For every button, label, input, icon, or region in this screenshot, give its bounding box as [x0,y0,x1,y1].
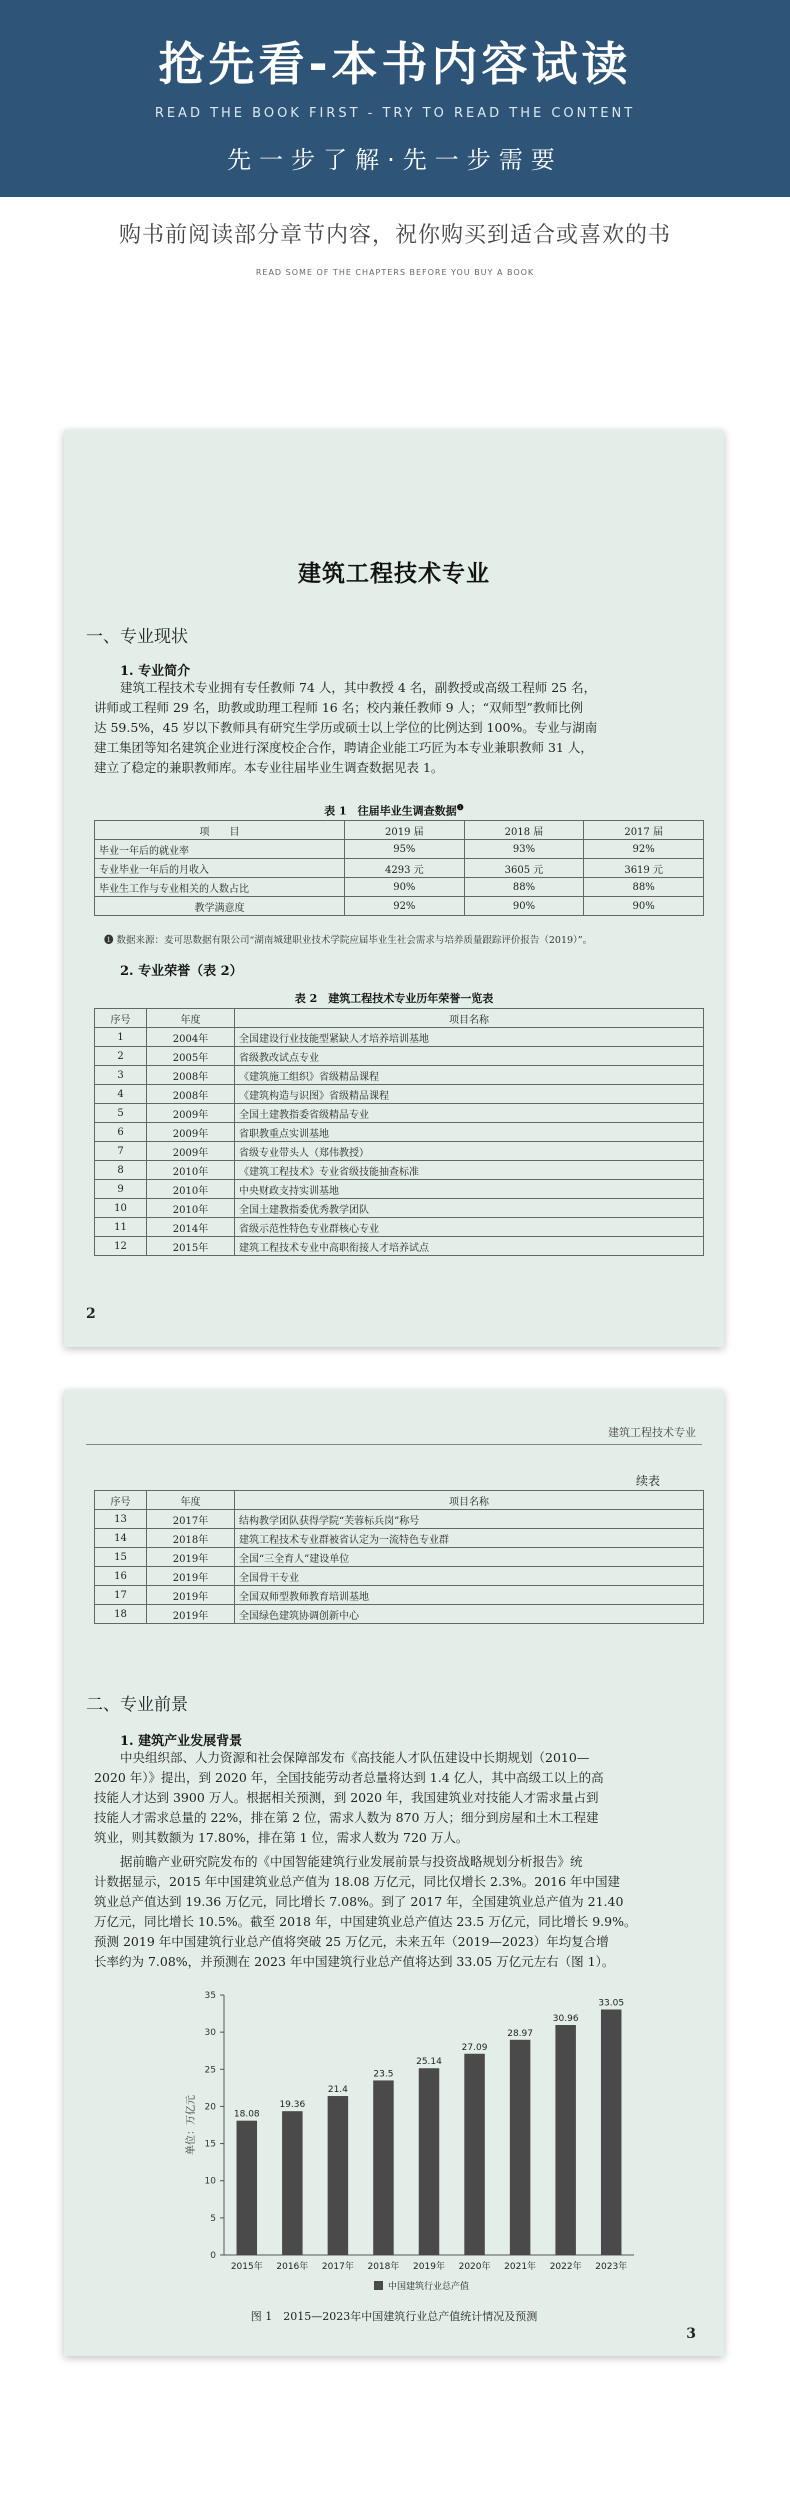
table-cell: 全国双师型教师教育培训基地 [235,1586,704,1605]
table2-caption: 表 2 建筑工程技术专业历年荣誉一览表 [294,992,494,1005]
table-header-row [95,821,704,840]
y-tick-label: 30 [204,2028,216,2039]
y-tick-label: 20 [204,2102,216,2113]
table-cell: 2019年 [147,1605,235,1624]
para-line: 2020 年）》提出，到 2020 年，全国技能劳动者总量将达到 1.4 亿人，其中高级工以上的高 [94,1770,604,1785]
table-row [95,1237,704,1256]
x-tick-label: 2019年 [413,2262,445,2272]
bar-value-label: 28.97 [507,2028,533,2039]
table-row [95,1605,704,1624]
y-tick-label: 25 [204,2065,216,2076]
banner-english: READ THE BOOK FIRST - TRY TO READ THE CONTENT [154,106,636,121]
table-cell: 中央财政支持实训基地 [235,1180,704,1199]
table1-footnote: ❶ 数据来源：麦可思数据有限公司“湖南城建职业技术学院应届毕业生社会需求与培养质量跟踪评价报告（2019）”。 [104,935,593,946]
table-row [95,1028,704,1047]
table-cell: 10 [95,1199,147,1218]
table-cell: 省级示范性特色专业群核心专业 [235,1218,704,1237]
table-cell: 教学满意度 [95,897,345,916]
header-banner [0,0,790,197]
table-header-row [95,1491,704,1510]
subheading-background: 1. 建筑产业发展背景 [120,1734,243,1749]
subheading-honors: 2. 专业荣誉（表 2） [120,964,243,979]
x-tick-label: 2015年 [230,2262,263,2272]
table-row [95,1510,704,1529]
bar-value-label: 33.05 [598,1998,625,2009]
table-cell: 88% [464,878,584,897]
x-tick-label: 2020年 [458,2262,491,2272]
page-title: 建筑工程技术专业 [298,561,490,587]
table-header-cell: 2019 届 [345,821,465,840]
table-cell: 2014年 [147,1218,235,1237]
table-cell: 3 [95,1066,147,1085]
intro-text: 购书前阅读部分章节内容，祝你购买到适合或喜欢的书 [118,223,671,248]
subheading-intro: 1. 专业简介 [120,664,191,679]
table-cell: 建筑工程技术专业中高职衔接人才培养试点 [235,1237,704,1256]
table-cell: 3619 元 [584,859,704,878]
section-heading-2: 二、专业前景 [86,1695,188,1715]
y-tick-label: 5 [210,2213,216,2224]
table-cell: 90% [464,897,584,916]
header-rule [86,1444,702,1445]
table-row [95,1586,704,1605]
page-number: 3 [686,2326,696,2342]
table-cell: 2008年 [147,1066,235,1085]
table-cell: 2008年 [147,1085,235,1104]
table-cell: 4 [95,1085,147,1104]
table-cell: 省级教改试点专业 [235,1047,704,1066]
table-cell: 全国“三全育人”建设单位 [235,1548,704,1567]
table-row [95,1529,704,1548]
para-line: 筑业总产值达到 19.36 万亿元，同比增长 7.08%。到了 2017 年，全国建筑业总产值为 21.40 [94,1894,624,1909]
table-row [95,1218,704,1237]
table-cell: 2019年 [147,1586,235,1605]
table-cell: 2010年 [147,1180,235,1199]
table-row [95,1180,704,1199]
table-cell: 建筑工程技术专业群被省认定为一流特色专业群 [235,1529,704,1548]
table-cell: 2018年 [147,1529,235,1548]
table-cell: 17 [95,1586,147,1605]
table-cell: 2010年 [147,1199,235,1218]
honors-table [94,1008,704,1256]
legend-swatch [374,2281,383,2290]
table-cell: 全国绿色建筑协调创新中心 [235,1605,704,1624]
table-cell: 2019年 [147,1548,235,1567]
book-page-3 [64,1390,724,2356]
table-cell: 2010年 [147,1161,235,1180]
table-cell: 《建筑构造与识图》省级精品课程 [235,1085,704,1104]
table-cell: 2005年 [147,1047,235,1066]
table-cell: 6 [95,1123,147,1142]
table-row [95,859,704,878]
para-line: 长率约为 7.08%，并预测在 2023 年中国建筑行业总产值将达到 33.05 万亿元左右（图 1）。 [94,1954,615,1969]
table-cell: 毕业一年后的就业率 [95,840,345,859]
para-line: 建工集团等知名建筑企业进行深度校企合作，聘请企业能工巧匠为本专业兼职教师 31 人， [94,740,593,755]
table-row [95,897,704,916]
para-line: 技能人才达到 3900 万人。根据相关预测，到 2020 年，我国建筑业对技能人才需求量占到 [94,1790,599,1805]
para-line: 建筑工程技术专业拥有专任教师 74 人，其中教授 4 名，副教授或高级工程师 25 名， [120,680,597,695]
table-cell: 省职教重点实训基地 [235,1123,704,1142]
table-cell: 1 [95,1028,147,1047]
table-cell: 13 [95,1510,147,1529]
legend-label: 中国建筑行业总产值 [388,2282,470,2292]
table-row [95,840,704,859]
x-tick-label: 2021年 [504,2262,537,2272]
table-cell: 2019年 [147,1567,235,1586]
table-cell: 全国土建教指委省级精品专业 [235,1104,704,1123]
table-cell: 《建筑施工组织》省级精品课程 [235,1066,704,1085]
y-tick-label: 0 [210,2251,216,2261]
bar [328,2096,349,2255]
table-cell: 92% [345,897,465,916]
bar [510,2040,530,2255]
table-header-cell: 年度 [147,1009,235,1028]
bar-value-label: 21.4 [327,2085,348,2096]
table1-caption: 表 1 往届毕业生调查数据$^❶$ [324,802,464,818]
bar-value-label: 19.36 [279,2100,306,2111]
table-cell: 《建筑工程技术》专业省级技能抽查标准 [235,1161,704,1180]
bar-value-label: 18.08 [233,2109,260,2120]
table-row [95,1123,704,1142]
table-cell: 9 [95,1180,147,1199]
table-cell: 2009年 [147,1104,235,1123]
table-header-cell: 2018 届 [464,821,584,840]
table-cell: 2017年 [147,1510,235,1529]
table-row [95,1142,704,1161]
running-head: 建筑工程技术专业 [608,1426,696,1439]
table-cell: 2009年 [147,1123,235,1142]
table-cell: 全国骨干专业 [235,1567,704,1586]
bar-value-label: 25.14 [416,2057,442,2068]
para-line: 技能人才需求总量的 22%，排在第 2 位，需求人数为 870 万人；细分到房屋和土木工程建 [94,1810,599,1825]
table-cell: 93% [464,840,584,859]
y-axis-label: 单位：万亿元 [186,2095,197,2155]
table-cell: 7 [95,1142,147,1161]
table-header-cell: 2017 届 [584,821,704,840]
bar [282,2111,303,2255]
table-row [95,878,704,897]
table-header-cell: 项目名称 [235,1491,704,1510]
x-tick-label: 2023年 [595,2262,628,2272]
table-cell: 2 [95,1047,147,1066]
table-row [95,1548,704,1567]
book-page-2 [64,430,724,1347]
table-cell: 12 [95,1237,147,1256]
table-cell: 4293 元 [345,859,465,878]
graduate-survey-table [94,820,704,916]
para-line: 计数据显示，2015 年中国建筑业总产值为 18.08 万亿元，同比仅增长 2.3%。2016 年中国建 [94,1874,621,1889]
para-line: 据前瞻产业研究院发布的《中国智能建筑行业发展前景与投资战略规划分析报告》统 [120,1854,583,1869]
table-cell: 5 [95,1104,147,1123]
table-cell: 全国建设行业技能型紧缺人才培养培训基地 [235,1028,704,1047]
table-cell: 90% [584,897,704,916]
table-cell: 3605 元 [464,859,584,878]
table-cell: 92% [584,840,704,859]
table-row [95,1047,704,1066]
table-cell: 14 [95,1529,147,1548]
table-cell: 16 [95,1567,147,1586]
x-tick-label: 2016年 [276,2262,309,2272]
x-tick-label: 2018年 [367,2262,400,2272]
table-cell: 专业毕业一年后的月收入 [95,859,345,878]
table-row [95,1199,704,1218]
table-header-cell: 序号 [95,1491,147,1510]
bar [555,2025,576,2255]
continued-label: 续表 [635,1474,660,1488]
table-cell: 90% [345,878,465,897]
y-tick-label: 15 [204,2139,216,2150]
figure-caption: 图 1 2015—2023年中国建筑行业总产值统计情况及预测 [250,2310,538,2323]
banner-title: 抢先看-本书内容试读 [158,37,632,91]
table-cell: 2015年 [147,1237,235,1256]
para-line: 达 59.5%，45 岁以下教师具有研究生学历或硕士以上学位的比例达到 100%。专业与湖南 [94,720,598,735]
table-cell: 15 [95,1548,147,1567]
table-cell: 2009年 [147,1142,235,1161]
table-cell: 省级专业带头人（郑伟教授） [235,1142,704,1161]
industry-output-bar-chart [94,1975,694,2305]
bar-value-label: 27.09 [461,2042,488,2053]
table-row [95,1085,704,1104]
y-tick-label: 10 [204,2176,216,2187]
y-tick-label: 35 [204,1991,216,2001]
table-row [95,1104,704,1123]
table-header-cell: 序号 [95,1009,147,1028]
para-line: 预测 2019 年中国建筑行业总产值将突破 25 万亿元，未来五年（2019—2023）年均复合增 [94,1934,609,1949]
table-row [95,1161,704,1180]
table-row [95,1567,704,1586]
table-header-cell: 项目名称 [235,1009,704,1028]
para-line: 筑业，则其数额为 17.80%，排在第 1 位，需求人数为 720 万人。 [94,1830,469,1845]
para-line: 讲师或工程师 29 名，助教或助理工程师 16 名；校内兼任教师 9 人；“双师型”教师比例 [94,700,583,715]
table-cell: 88% [584,878,704,897]
table-row [95,1066,704,1085]
bar [373,2080,394,2255]
bar [601,2009,622,2255]
intro-english: READ SOME OF THE CHAPTERS BEFORE YOU BUY A BOOK [255,268,535,277]
table-header-cell: 项 目 [95,821,345,840]
x-tick-label: 2022年 [549,2262,582,2272]
bar [237,2121,258,2255]
section-heading-1: 一、专业现状 [86,627,188,647]
para-line: 中央组织部、人力资源和社会保障部发布《高技能人才队伍建设中长期规划（2010— [120,1750,590,1765]
bar-value-label: 23.5 [373,2069,394,2080]
table-cell: 95% [345,840,465,859]
table-cell: 8 [95,1161,147,1180]
bar [464,2054,485,2255]
table-header-row [95,1009,704,1028]
table-cell: 结构教学团队获得学院“芙蓉标兵岗”称号 [235,1510,704,1529]
bar-value-label: 30.96 [552,2014,579,2025]
table-cell: 2004年 [147,1028,235,1047]
para-line: 建立了稳定的兼职教师库。本专业往届毕业生调查数据见表 1。 [94,760,444,775]
bar [419,2068,440,2255]
honors-table-continued [94,1490,704,1624]
page-number: 2 [86,1306,96,1322]
banner-subtitle: 先一步了解·先一步需要 [227,146,563,174]
para-line: 万亿元，同比增长 10.5%。截至 2018 年，中国建筑业总产值达 23.5 万亿元，同比增长 9.9%。 [94,1914,637,1929]
table-cell: 11 [95,1218,147,1237]
table-cell: 18 [95,1605,147,1624]
table-cell: 毕业生工作与专业相关的人数占比 [95,878,345,897]
table-header-cell: 年度 [147,1491,235,1510]
table-cell: 全国土建教指委优秀教学团队 [235,1199,704,1218]
x-tick-label: 2017年 [321,2262,354,2272]
